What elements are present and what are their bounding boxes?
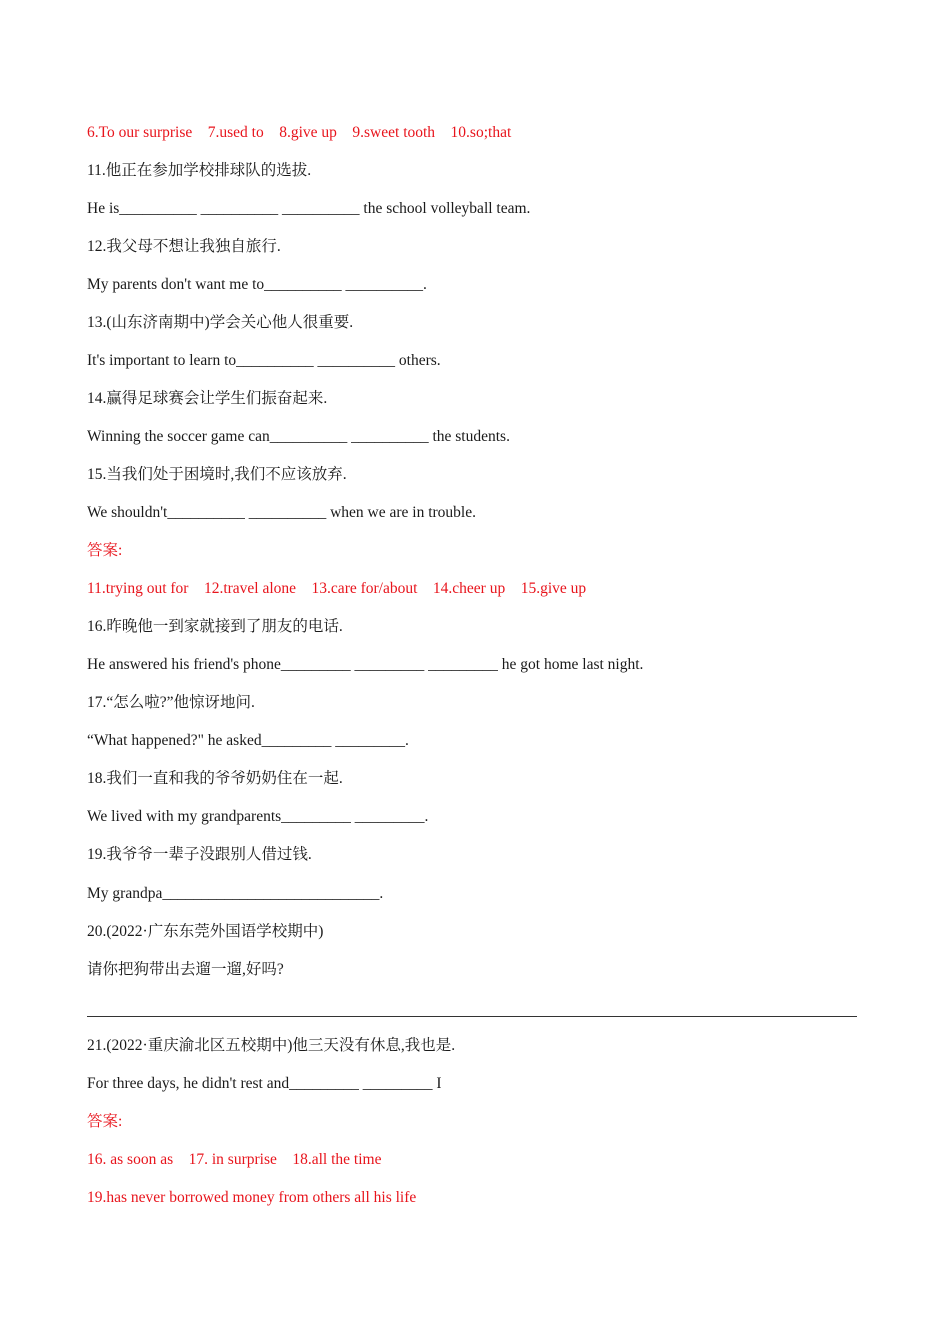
question-18-chinese: 18.我们一直和我的爷爷奶奶住在一起.	[87, 770, 343, 787]
answer-heading: 答案:	[87, 542, 123, 559]
question-16-chinese: 16.昨晚他一到家就接到了朋友的电话.	[87, 618, 343, 635]
answer-line-19: 19.has never borrowed money from others all his life	[87, 1189, 417, 1206]
question-15-chinese: 15.当我们处于困境时,我们不应该放弃.	[87, 466, 347, 483]
question-11-english: He is__________ __________ __________ the school volleyball team.	[87, 200, 531, 217]
answer-blank-line	[87, 1016, 857, 1017]
answer-line-6-10: 6.To our surprise 7.used to 8.give up 9.sweet tooth 10.so;that	[87, 124, 512, 141]
question-15-english: We shouldn't__________ __________ when we are in trouble.	[87, 504, 476, 521]
answer-line-16-18: 16. as soon as 17. in surprise 18.all the time	[87, 1151, 382, 1168]
question-17-english: “What happened?" he asked_________ _________.	[87, 732, 409, 749]
question-21-english: For three days, he didn't rest and_________ _________ I	[87, 1075, 442, 1092]
question-20-chinese: 请你把狗带出去遛一遛,好吗?	[87, 961, 284, 978]
answer-line-11-15: 11.trying out for 12.travel alone 13.care for/about 14.cheer up 15.give up	[87, 580, 587, 597]
question-16-english: He answered his friend's phone_________ _________ _________ he got home last night.	[87, 656, 644, 673]
question-21-chinese: 21.(2022·重庆渝北区五校期中)他三天没有休息,我也是.	[87, 1037, 456, 1054]
question-12-english: My parents don't want me to__________ __________.	[87, 276, 427, 293]
question-13-chinese: 13.(山东济南期中)学会关心他人很重要.	[87, 314, 354, 331]
question-11-chinese: 11.他正在参加学校排球队的选拔.	[87, 162, 312, 179]
question-13-english: It's important to learn to__________ __________ others.	[87, 352, 441, 369]
question-18-english: We lived with my grandparents_________ _________.	[87, 808, 429, 825]
question-14-english: Winning the soccer game can__________ __________ the students.	[87, 428, 510, 445]
question-19-chinese: 19.我爷爷一辈子没跟别人借过钱.	[87, 846, 312, 863]
answer-heading-2: 答案:	[87, 1113, 123, 1130]
question-17-chinese: 17.“怎么啦?”他惊讶地问.	[87, 694, 255, 711]
question-20-source: 20.(2022·广东东莞外国语学校期中)	[87, 923, 324, 940]
question-14-chinese: 14.赢得足球赛会让学生们振奋起来.	[87, 390, 328, 407]
question-12-chinese: 12.我父母不想让我独自旅行.	[87, 238, 281, 255]
question-19-english: My grandpa____________________________.	[87, 885, 384, 902]
